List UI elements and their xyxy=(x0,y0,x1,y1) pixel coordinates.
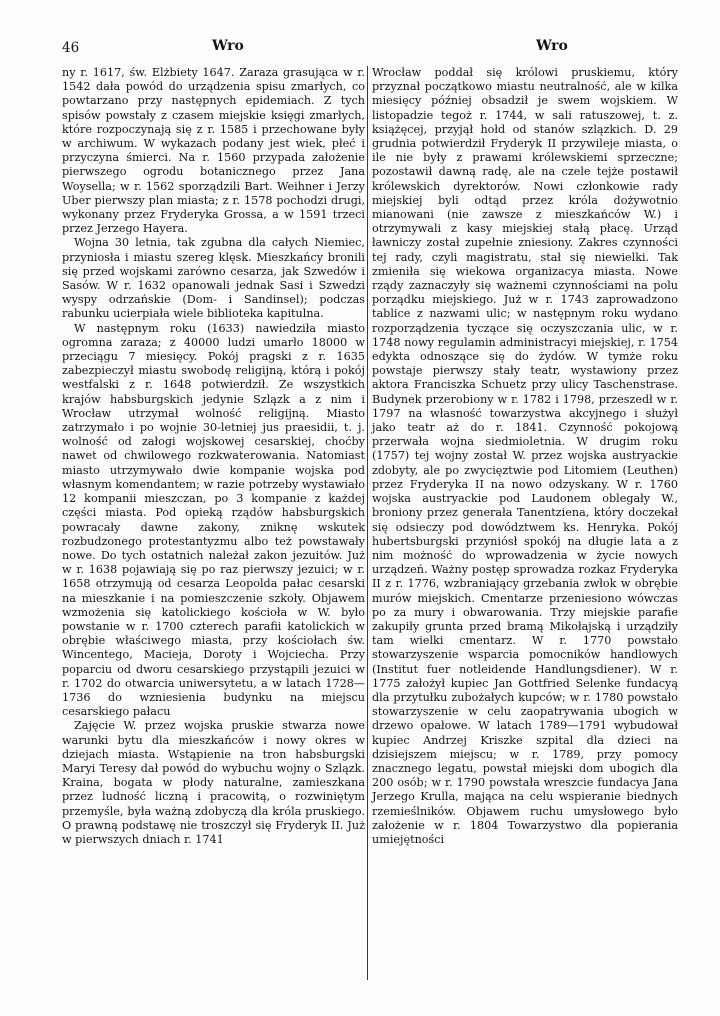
right-column xyxy=(372,66,678,847)
left-column xyxy=(62,66,365,847)
paragraph: ny r. 1617, św. Elżbiety 1647. Zaraza grasująca w r. 1542 dała powód do urządzenia spisu zmarłych, co powtarzano przy następnych epidemiach. Z tych spisów powstały z czasem miejskie księgi zmarłych, które rozpoczynają się z r. 1585 i przechowane były w archiwum. W wykazach podany jest wiek, płeć i przyczyna śmierci. Na r. 1560 przypada założenie pierwszego ogrodu botanicznego przez Jana Woysella; w r. 1562 sporządzili Bart. Weihner i Jerzy Uber pierwszy plan miasta; z r. 1578 pochodzi drugi, wykonany przez Fryderyka Grossa, a w 1591 trzeci przez Jerzego Hayera. xyxy=(62,66,365,236)
paragraph: Wrocław poddał się królowi pruskiemu, który przyznał początkowo miastu neutralność, ale w kilka miesięcy później obsadził je swem wojskiem. W listopadzie tegoż r. 1744, w sali ratuszowej, t. z. książęcej, przyjął hołd od stanów szlązkich. D. 29 grudnia potwierdził Fryderyk II przywileje miasta, o ile nie były z prawami królewskiemi sprzeczne; pozostawił dawną radę, ale na czele tejże postawił królewskich dyrektorów. Nowi członkowie rady miejskiej byli odtąd przez króla dożywotnio mianowani (nie zawsze z mieszkańców W.) i otrzymywali z kasy miejskiej stałą płacę. Urząd ławniczy został zupełnie zniesiony. Zakres czynności tej rady, czyli magistratu, stał się niewielki. Tak zmieniła się wiekowa organizacya miasta. Nowe rządy zaznaczyły się ważnemi czynnościami na polu porządku miejskiego. Już w r. 1743 zaprowadzono tablice z nazwami ulic; w następnym roku wydano rozporządzenia tyczące się oczyszczania ulic, w r. 1748 nowy regulamin administracyi miejskiej, r. 1754 edykta odnoszące się do żydów. W tymże roku powstaje pierwszy stały teatr, wystawiony przez aktora Franciszka Schuetz przy ulicy Taschenstrase. Budynek przerobiony w r. 1782 i 1798, przeszedł w r. 1797 na własność towarzystwa akcyjnego i służył jako teatr aż do r. 1841. Czynność pokojową przerwała wojna siedmioletnia. W drugim roku (1757) tej wojny został W. przez wojska austryackie zdobyty, ale po zwycięztwie pod Litomiem (Leuthen) przez Fryderyka II na nowo odzyskany. W r. 1760 wojska austryackie pod Laudonem oblegały W., broniony przez generała Tanentziena, który doczekał się odsieczy pod dowództwem ks. Henryka. Pokój hubertsburgski przyniósł spokój na długie lata a z nim możność do wprowadzenia w życie nowych urządzeń. Ważny postęp sprowadza rozkaz Fryderyka II z r. 1776, wzbraniający grzebania zwłok w obrębie murów miejskich. Cmentarze przeniesiono wówczas po za mury i obwarowania. Trzy miejskie parafie zakupiły grunta przed bramą Mikołajską i urządziły tam wielki cmentarz. W r. 1770 powstało stowarzyszenie wsparcia pomocników handlowych (Institut fuer notleidende Handlungsdiener). W r. 1775 założył kupiec Jan Gottfried Selenke fundacyą dla przytułku zubożałych kupców; w r. 1780 powstało stowarzyszenie w celu zaopatrywania ubogich w drzewo opałowe. W latach 1789—1791 wybudował kupiec Andrzej Kriszke szpital dla dzieci na dzisiejszem miejscu; w r. 1789, przy pomocy znacznego legatu, powstał miejski dom ubogich dla 200 osób; w r. 1790 powstała wreszcie fundacya Jana Jerzego Krulla, mająca na celu wspieranie biednych rzemieślników. Objawem ruchu umysłowego było założenie w r. 1804 Towarzystwo dla popierania umiejętności xyxy=(372,66,678,846)
column-divider xyxy=(367,66,368,980)
paragraph: Wojna 30 letnia, tak zgubna dla całych Niemiec, przyniosła i miastu szereg klęsk. Mieszkańcy bronili się przed wojskami zarówno cesarza, jak Szwedów i Sasów. W r. 1632 opanowali jednak Sasi i Szwedzi wyspy odrzańskie (Dom- i Sandinsel); podczas rabunku ucierpiała wiele biblioteka kapitulna. xyxy=(62,236,365,321)
page-header xyxy=(62,38,682,60)
paragraph: W następnym roku (1633) nawiedziła miasto ogromna zaraza; z 40000 ludzi umarło 18000 w przeciągu 7 miesięcy. Pokój pragski z r. 1635 zabezpieczył miastu swobodę religijną, którą i pokój westfalski z r. 1648 potwierdził. Ze wszystkich krajów habsburgskich jedynie Szlązk a z nim i Wrocław utrzymał wolność religijną. Miasto zatrzymało i po wojnie 30-letniej jus praesidii, t. j. wolność od załogi wojskowej cesarskiej, choćby nawet od chwilowego rozkwaterowania. Natomiast miasto utrzymywało dwie kompanie wojska pod własnym komendantem; w razie potrzeby wystawiało 12 kompanii mieszczan, po 3 kompanie z każdej części miasta. Pod opieką rządów habsburgskich powracały dawne zakony, zniknę wskutek rozbudzonego protestantyzmu albo też powstawały nowe. Do tych ostatnich należał zakon jezuitów. Już w r. 1638 pojawiają się po raz pierwszy jezuici; w r. 1658 otrzymują od cesarza Leopolda pałac cesarski na mieszkanie i na pomieszczenie szkoły. Objawem wzmożenia się katolickiego kościoła w W. było powstanie w r. 1700 czterech parafii katolickich w obrębie właściwego miasta, przy kościołach św. Wincentego, Macieja, Doroty i Wojciecha. Przy poparciu od dworu cesarskiego przystąpili jezuici w r. 1702 do otwarcia uniwersytetu, a w latach 1728—1736 do wzniesienia budynku na miejscu cesarskiego pałacu xyxy=(62,321,365,719)
running-headword-left: Wro xyxy=(212,38,244,54)
paragraph: Zajęcie W. przez wojska pruskie stwarza nowe warunki bytu dla mieszkańców i nowy okres w dziejach miasta. Wstąpienie na tron habsburgski Maryi Teresy dał powód do wybuchu wojny o Szlązk. Kraina, bogata w płody naturalne, zamieszkana przez ludność liczną i pracowitą, o rozwiniętym przemyśle, była ważną zdobyczą dla króla pruskiego. O prawną podstawę nie troszczył się Fryderyk II. Już w pierwszych dniach r. 1741 xyxy=(62,719,365,846)
page-number: 46 xyxy=(62,40,80,56)
running-headword-right: Wro xyxy=(536,38,568,54)
